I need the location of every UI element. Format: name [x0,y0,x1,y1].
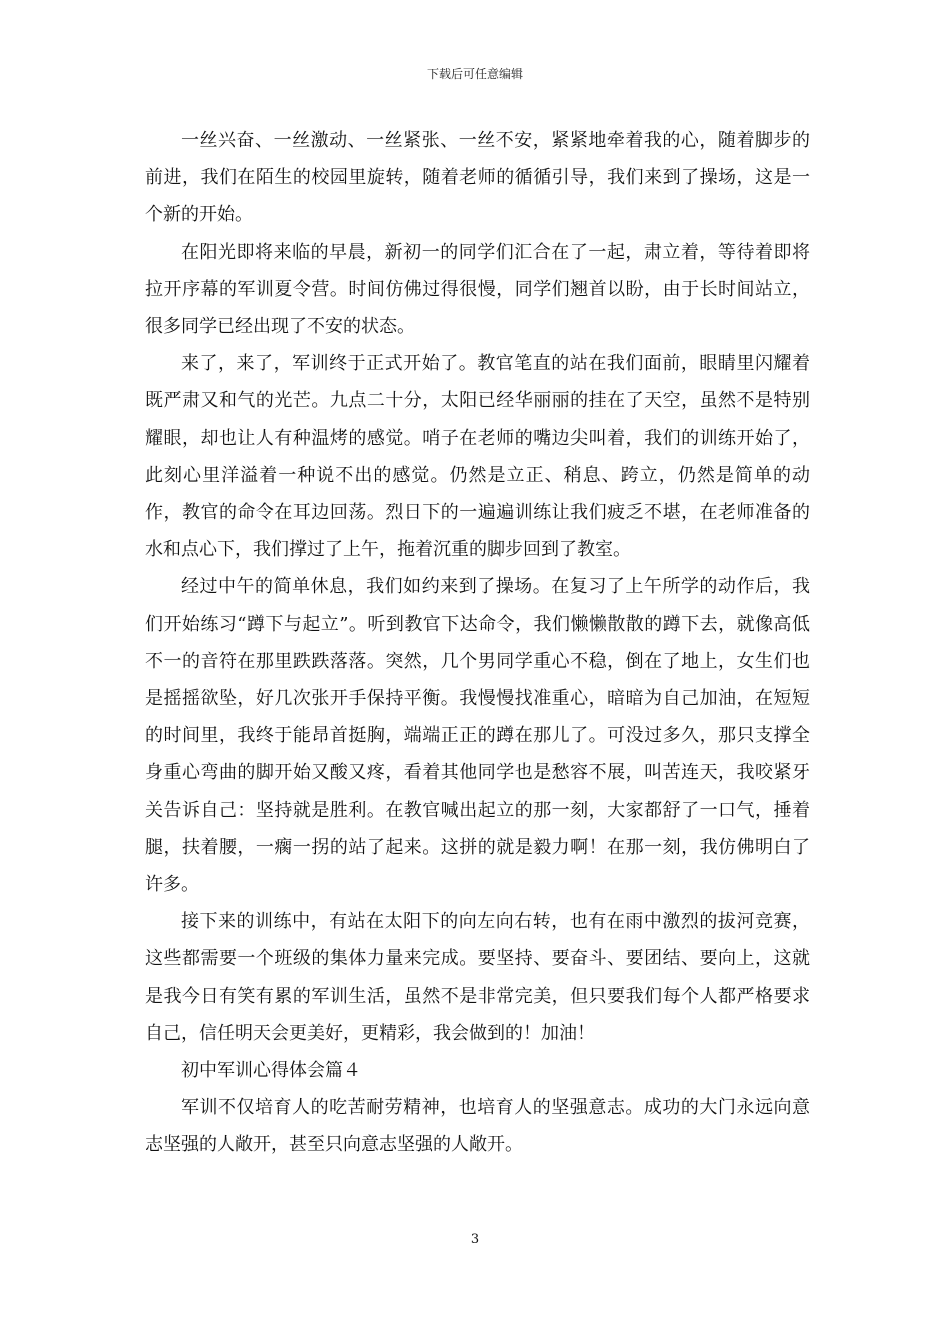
section-heading: 初中军训心得体会篇４ [181,1060,361,1082]
paragraph: 接下来的训练中，有站在太阳下的向左向右转，也有在雨中激烈的拔河竞赛，这些都需要一个班级的集体力量来完成。要坚持、要奋斗、要团结、要向上，这就是我今日有笑有累的军训生活，虽然不是非常完美，但只要我们每个人都严格要求自己，信任明天会更美好，更精彩，我会做到的！加油！ [145,911,810,1044]
paragraph: 来了，来了，军训终于正式开始了。教官笔直的站在我们面前，眼睛里闪耀着既严肃又和气的光芒。九点二十分，太阳已经华丽丽的挂在了天空，虽然不是特别耀眼，却也让人有种温烤的感觉。哨子在老师的嘴边尖叫着，我们的训练开始了，此刻心里洋溢着一种说不出的感觉。仍然是立正、稍息、跨立，仍然是简单的动作，教官的命令在耳边回荡。烈日下的一遍遍训练让我们疲乏不堪，在老师准备的水和点心下，我们撑过了上午，拖着沉重的脚步回到了教室。 [145,353,810,561]
paragraph: 军训不仅培育人的吃苦耐劳精神，也培育人的坚强意志。成功的大门永远向意志坚强的人敞开，甚至只向意志坚强的人敞开。 [145,1097,810,1156]
paragraph: 一丝兴奋、一丝激动、一丝紧张、一丝不安，紧紧地牵着我的心，随着脚步的前进，我们在陌生的校园里旋转，随着老师的循循引导，我们来到了操场，这是一个新的开始。 [145,130,810,226]
page-number: 3 [470,1232,480,1247]
paragraph: 在阳光即将来临的早晨，新初一的同学们汇合在了一起，肃立着，等待着即将拉开序幕的军训夏令营。时间仿佛过得很慢，同学们翘首以盼，由于长时间站立，很多同学已经出现了不安的状态。 [145,241,810,338]
paragraph: 经过中午的简单休息，我们如约来到了操场。在复习了上午所学的动作后，我们开始练习“蹲下与起立”。听到教官下达命令，我们懒懒散散的蹲下去，就像高低不一的音符在那里跌跌落落。突然，几个男同学重心不稳，倒在了地上，女生们也是摇摇欲坠，好几次张开手保持平衡。我慢慢找准重心，暗暗为自己加油，在短短的时间里，我终于能昂首挺胸，端端正正的蹲在那儿了。可没过多久，那只支撑全身重心弯曲的脚开始又酸又疼，看着其他同学也是愁容不展，叫苦连天，我咬紧牙关告诉自己：坚持就是胜利。在教官喊出起立的那一刻，大家都舒了一口气，捶着腿，扶着腰，一瘸一拐的站了起来。这拼的就是毅力啊！在那一刻，我仿佛明白了许多。 [145,576,810,896]
page-header: 下载后可任意编辑 [426,67,523,81]
document-body [145,122,810,1164]
